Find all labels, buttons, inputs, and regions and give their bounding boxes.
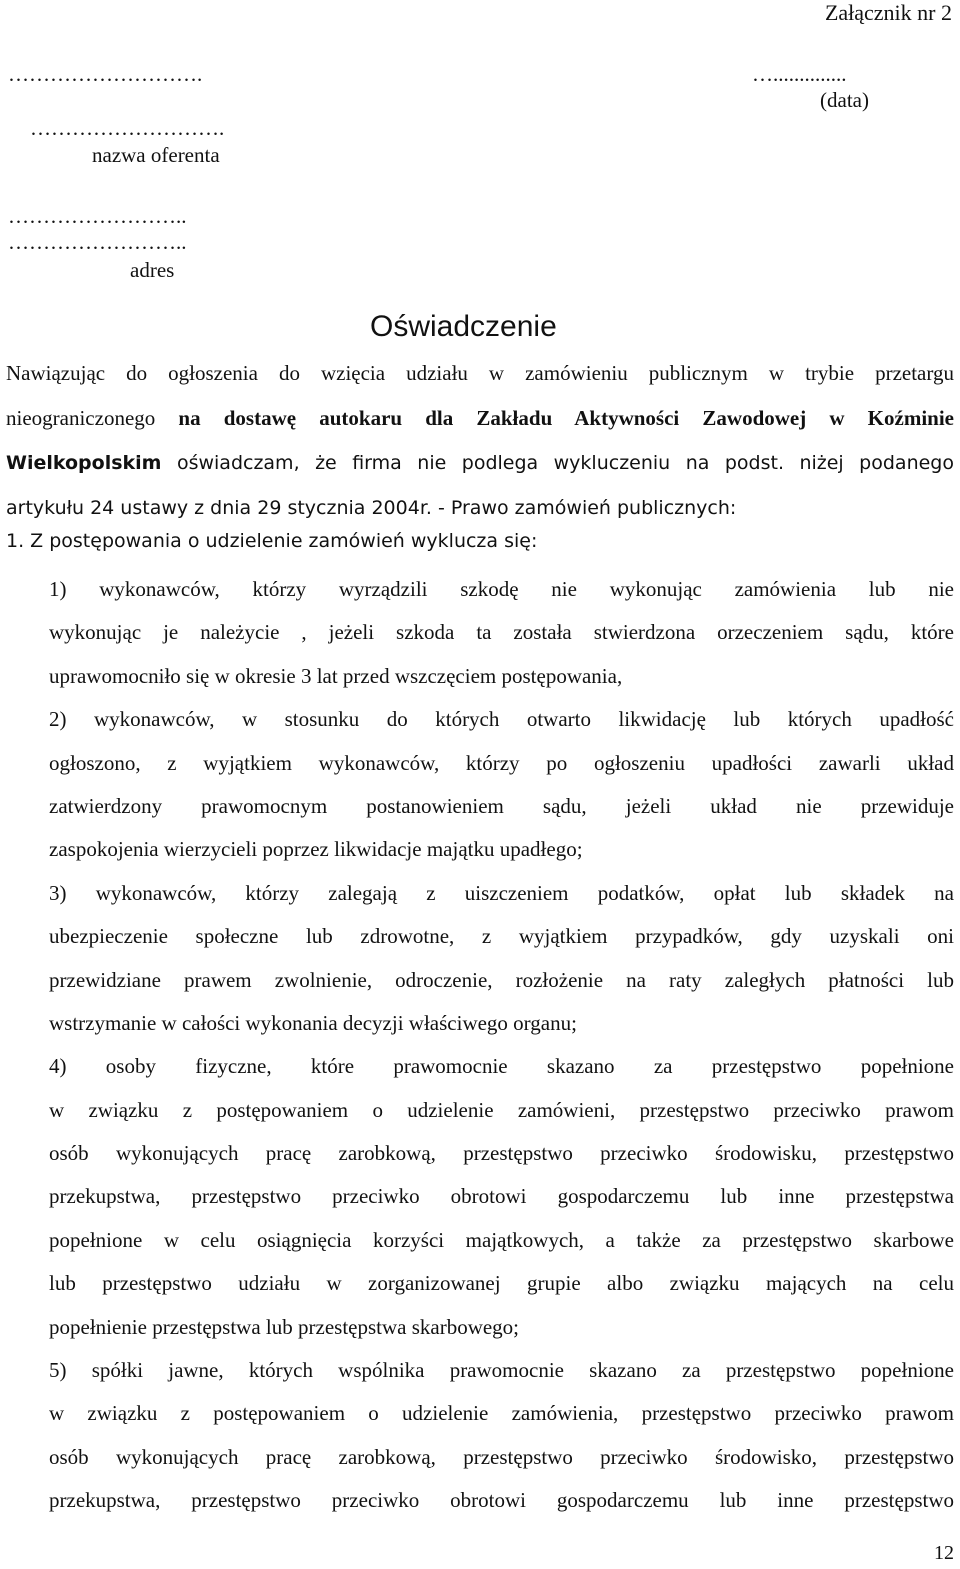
- name-dots-1: ……………………….: [8, 62, 203, 86]
- list-line: wykonując je należycie , jeżeli szkoda ta została stwierdzona orzeczeniem sądu, które: [49, 620, 954, 645]
- address-dots-1: ……………………..: [8, 204, 187, 228]
- intro-line: artykułu 24 ustawy z dnia 29 stycznia 2004r. - Prawo zamówień publicznych:: [6, 497, 737, 519]
- intro-text: nieograniczonego: [6, 406, 179, 430]
- list-line: popełnione w celu osiągnięcia korzyści majątkowych, a także za przestępstwo skarbowe: [49, 1227, 954, 1252]
- document-title: Oświadczenie: [370, 310, 557, 343]
- list-line: 4) osoby fizyczne, które prawomocnie skazano za przestępstwo popełnione: [49, 1054, 954, 1079]
- intro-line: [6, 396, 954, 441]
- date-label: (data): [820, 88, 869, 112]
- list-line: zaspokojenia wierzycieli poprzez likwidacje majątku upadłego;: [49, 837, 583, 862]
- list-line: ubezpieczenie społeczne lub zdrowotne, z wyjątkiem przypadków, gdy uzyskali oni: [49, 924, 954, 949]
- list-line: 2) wykonawców, w stosunku do których otwarto likwidację lub których upadłość: [49, 707, 954, 732]
- intro-text: oświadczam, że firma nie podlega wykluczeniu na podst. niżej podanego: [161, 452, 954, 474]
- list-line: 1) wykonawców, którzy wyrządzili szkodę nie wykonując zamówienia lub nie: [49, 577, 954, 601]
- address-label: adres: [130, 258, 175, 282]
- list-line: przewidziane prawem zwolnienie, odroczenie, rozłożenie na raty zaległych płatności lub: [49, 967, 954, 992]
- intro-bold-text: na dostawę autokaru dla Zakładu Aktywności Zawodowej w Koźminie: [178, 406, 954, 430]
- intro-line: Nawiązując do ogłoszenia do wzięcia udziału w zamówieniu publicznym w trybie przetargu: [6, 361, 954, 385]
- date-dots: …..............: [752, 62, 847, 86]
- exclusion-list: [49, 568, 954, 1523]
- attachment-label: Załącznik nr 2: [824, 0, 952, 25]
- list-line: zatwierdzony prawomocnym postanowieniem sądu, jeżeli układ nie przewiduje: [49, 793, 954, 818]
- name-dots-2: ……………………….: [30, 116, 225, 140]
- list-line: w związku z postępowaniem o udzielenie zamówienia, przestępstwo przeciwko prawom: [49, 1401, 954, 1426]
- intro-bold-text: Wielkopolskim: [6, 452, 162, 474]
- list-line: ogłoszono, z wyjątkiem wykonawców, którzy po ogłoszeniu upadłości zawarli układ: [49, 750, 954, 775]
- list-line: uprawomocniło się w okresie 3 lat przed wszczęciem postępowania,: [49, 663, 623, 688]
- list-line: osób wykonujących pracę zarobkową, przestępstwo przeciwko środowisko, przestępstwo: [49, 1444, 954, 1469]
- list-line: przekupstwa, przestępstwo przeciwko obrotowi gospodarczemu lub inne przestępstwo: [49, 1488, 954, 1513]
- list-line: 3) wykonawców, którzy zalegają z uiszczeniem podatków, opłat lub składek na: [49, 880, 954, 905]
- list-line: popełnienie przestępstwa lub przestępstwa skarbowego;: [49, 1314, 520, 1339]
- address-dots-2: ……………………..: [8, 230, 187, 254]
- list-line: 5) spółki jawne, których wspólnika prawomocnie skazano za przestępstwo popełnione: [49, 1358, 954, 1383]
- list-line: lub przestępstwo udziału w zorganizowanej grupie albo związku mających na celu: [49, 1271, 954, 1296]
- list-line: przekupstwa, przestępstwo przeciwko obrotowi gospodarczemu lub inne przestępstwa: [49, 1184, 954, 1209]
- section-heading: 1. Z postępowania o udzielenie zamówień wyklucza się:: [6, 530, 538, 552]
- intro-paragraph: [6, 351, 954, 531]
- intro-line: [6, 441, 954, 486]
- list-line: w związku z postępowaniem o udzielenie zamówieni, przestępstwo przeciwko prawom: [49, 1097, 954, 1122]
- list-line: osób wykonujących pracę zarobkową, przestępstwo przeciwko środowisku, przestępstwo: [49, 1141, 954, 1166]
- name-label: nazwa oferenta: [92, 143, 220, 167]
- page-number: 12: [934, 1542, 954, 1564]
- list-line: wstrzymanie w całości wykonania decyzji właściwego organu;: [49, 1010, 577, 1035]
